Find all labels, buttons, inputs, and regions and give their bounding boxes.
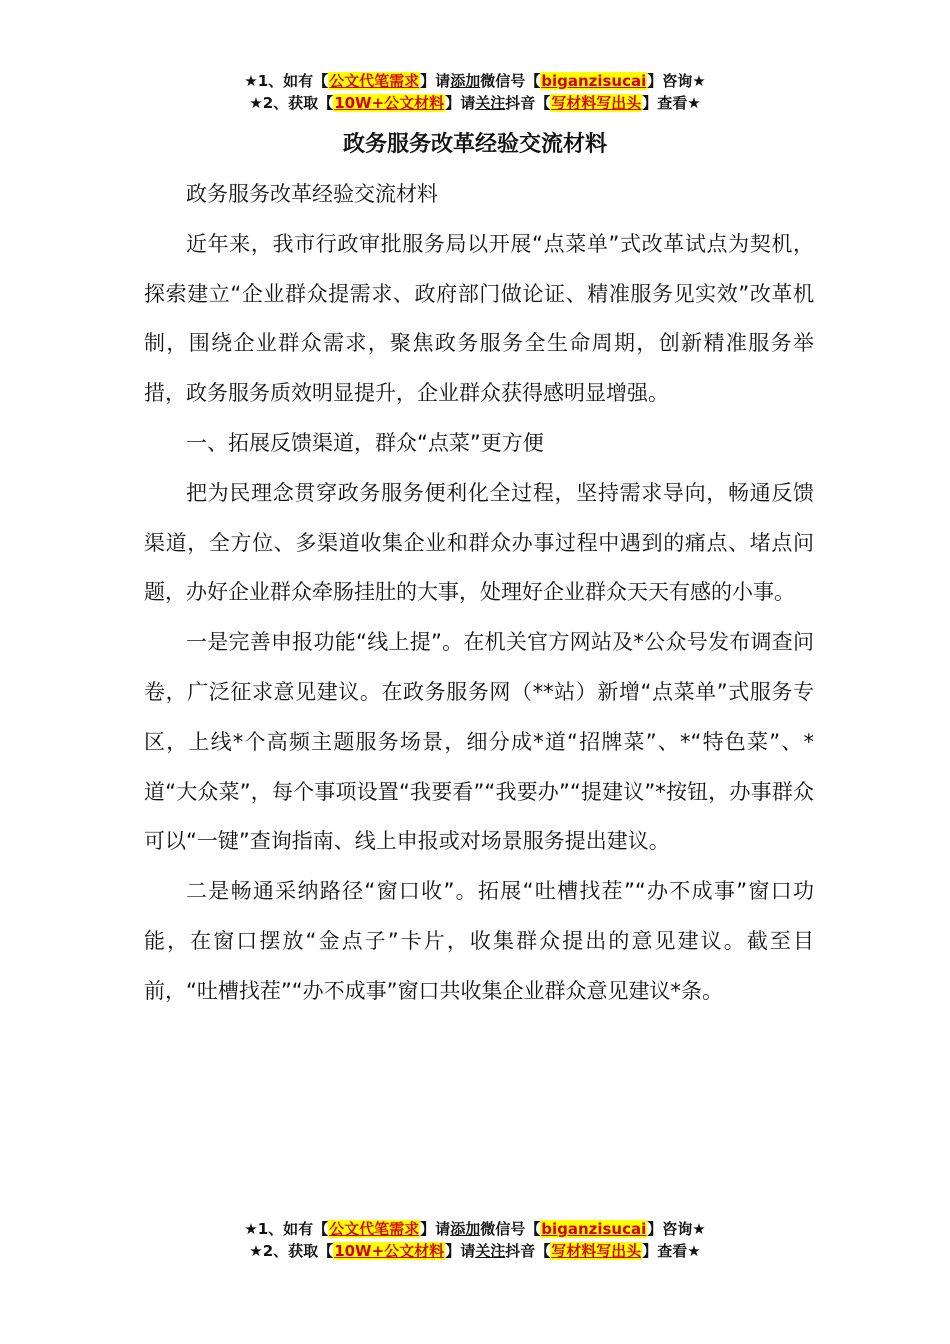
banner-text: 】查看★ [642, 1242, 701, 1260]
highlight-service: 公文代笔需求 [329, 1220, 420, 1238]
banner-text: 抖音【 [505, 94, 551, 112]
document-title: 政务服务改革经验交流材料 [342, 132, 607, 157]
highlight-wechat-id: biganzisucai [541, 72, 647, 90]
banner-line-1 [0, 70, 950, 92]
banner-text: 关注 [475, 94, 506, 112]
banner-text: 微信号【 [480, 1220, 541, 1238]
banner-text: 添加 [450, 72, 481, 90]
highlight-wechat-id: biganzisucai [541, 1220, 647, 1238]
header-banner [0, 70, 950, 114]
banner-text: ★2、获取【 [249, 94, 334, 112]
highlight-service: 公文代笔需求 [329, 72, 420, 90]
banner-line-1 [0, 1218, 950, 1240]
paragraph: 二是畅通采纳路径“窗口收”。拓展“吐槽找茬”“办不成事”窗口功能，在窗口摆放“金点子”卡片，收集群众提出的意见建议。截至目前，“吐槽找茬”“办不成事”窗口共收集企业群众意见建议*条。 [144, 879, 814, 1003]
banner-text: ★1、如有【 [244, 1220, 329, 1238]
banner-text: 】请 [445, 94, 476, 112]
banner-text: 】请 [445, 1242, 476, 1260]
banner-text: ★1、如有【 [244, 72, 329, 90]
banner-text: 微信号【 [480, 72, 541, 90]
highlight-douyin: 写材料写出头 [551, 1242, 642, 1260]
paragraph-subtitle: 政务服务改革经验交流材料 [186, 182, 438, 206]
banner-text: 】查看★ [642, 94, 701, 112]
banner-text: 添加 [450, 1220, 481, 1238]
banner-line-2 [0, 92, 950, 114]
highlight-materials: 10W+公文材料 [334, 1242, 445, 1260]
highlight-douyin: 写材料写出头 [551, 94, 642, 112]
banner-text: 】请 [420, 1220, 451, 1238]
paragraph: 把为民理念贯穿政务服务便利化全过程，坚持需求导向，畅通反馈渠道，全方位、多渠道收集企业和群众办事过程中遇到的痛点、堵点问题，办好企业群众牵肠挂肚的大事，处理好企业群众天天有感的小事。 [144, 480, 814, 605]
paragraph: 一是完善申报功能“线上提”。在机关官方网站及*公众号发布调查问卷，广泛征求意见建议。在政务服务网（**站）新增“点菜单”式服务专区，上线*个高频主题服务场景，细分成*道“招牌菜”、*“特色菜”、*道“大众菜”，每个事项设置“我要看”“我要办”“提建议”*按钮，办事群众可以“一键”查询指南、线上申报或对场景服务提出建议。 [144, 630, 814, 854]
banner-text: 关注 [475, 1242, 506, 1260]
banner-text: 抖音【 [505, 1242, 551, 1260]
banner-line-2 [0, 1240, 950, 1262]
document-body [144, 170, 814, 1017]
highlight-materials: 10W+公文材料 [334, 94, 445, 112]
paragraph-intro: 近年来，我市行政审批服务局以开展“点菜单”式改革试点为契机，探索建立“企业群众提需求、政府部门做论证、精准服务见实效”改革机制，围绕企业群众需求，聚焦政务服务全生命周期，创新精准服务举措，政务服务质效明显提升，企业群众获得感明显增强。 [144, 231, 814, 406]
banner-text: ★2、获取【 [249, 1242, 334, 1260]
banner-text: 】咨询★ [647, 72, 706, 90]
section-heading: 一、拓展反馈渠道，群众“点菜”更方便 [186, 430, 544, 455]
banner-text: 】咨询★ [647, 1220, 706, 1238]
footer-banner [0, 1218, 950, 1262]
banner-text: 】请 [420, 72, 451, 90]
